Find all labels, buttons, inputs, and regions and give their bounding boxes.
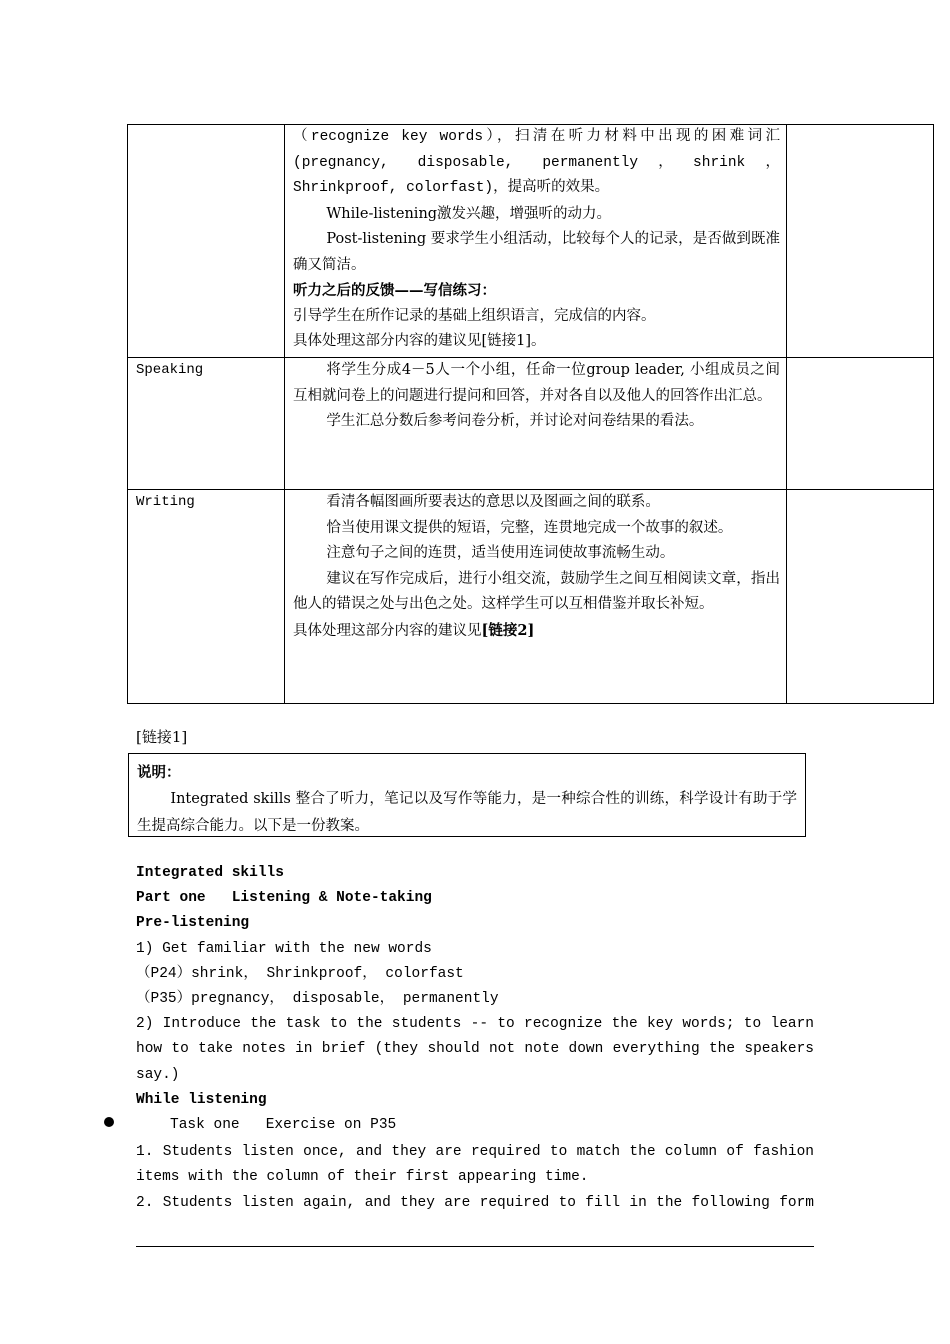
writing-text-3: 注意句子之间的连贯，适当使用连词使故事流畅生动。	[326, 545, 675, 561]
plan-title: Integrated skills	[136, 865, 284, 881]
step-1: 1) Get familiar with the new words	[136, 940, 432, 957]
speaking-text-2: 学生汇总分数后参考问卷分析，并讨论对问卷结果的看法。	[326, 413, 704, 429]
link2-prefix: 具体处理这部分内容的建议见	[293, 622, 482, 639]
note-box	[128, 753, 806, 837]
writing-text-4: 建议在写作完成后，进行小组交流，鼓励学生之间互相阅读文章，指出他人的错误之处与出色之处。这样学生可以互相借鉴并取长补短。	[293, 570, 780, 612]
while-listening-text: While-listening激发兴趣，增强听的动力。	[326, 205, 612, 222]
link1-reference: 具体处理这部分内容的建议见[链接1]。	[293, 333, 546, 349]
words-p24: （P24）shrink， Shrinkproof， colorfast	[136, 965, 464, 982]
pre-listening-heading: Pre-listening	[136, 915, 250, 932]
lesson-plan-text	[136, 861, 814, 1216]
feedback-heading: 听力之后的反馈——写信练习：	[293, 282, 496, 299]
writing-label: Writing	[128, 490, 285, 704]
table-row	[128, 490, 934, 704]
speaking-text-1: 将学生分成4－5人一个小组，任命一位group leader, 小组成员之间互相就问卷上的问题进行提问和回答，并对各自以及他人的回答作出汇总。	[293, 362, 780, 404]
words-p35: （P35）pregnancy， disposable， permanently	[136, 991, 499, 1008]
post-listening-text: Post-listening 要求学生小组活动，比较每个人的记录，是否做到既准确又简洁。	[293, 231, 780, 273]
footer-rule	[136, 1246, 814, 1247]
lesson-plan-table	[127, 124, 934, 704]
task-one: Task one Exercise on P35	[170, 1117, 397, 1134]
writing-text-1: 看清各幅图画所要表达的意思以及图画之间的联系。	[326, 494, 660, 510]
feedback-text: 引导学生在所作记录的基础上组织语言，完成信的内容。	[293, 307, 656, 324]
writing-text-2: 恰当使用课文提供的短语，完整，连贯地完成一个故事的叙述。	[326, 519, 733, 536]
notes-cell	[787, 125, 934, 358]
bullet-icon	[104, 1117, 114, 1127]
link2-tag: [链接2]	[481, 621, 535, 639]
speaking-label: Speaking	[128, 358, 285, 490]
step-2-line-3: say.)	[136, 1066, 180, 1083]
link1-heading: [链接1]	[136, 728, 188, 746]
note-title: 说明：	[137, 764, 181, 781]
item-1-line-1: 1. Students listen once, and they are required to match the column of fashion	[136, 1144, 814, 1161]
note-body: Integrated skills 整合了听力，笔记以及写作等能力，是一种综合性的训练，科学设计有助于学生提高综合能力。以下是一份教案。	[137, 791, 797, 834]
listening-advice-cell	[285, 125, 787, 358]
notes-cell	[787, 490, 934, 704]
notes-cell	[787, 358, 934, 490]
step-2-line-1: 2) Introduce the task to the students -- to recognize the key words; to learn	[136, 1016, 814, 1033]
writing-advice-cell	[285, 490, 787, 704]
item-1-line-2: items with the column of their first appearing time.	[136, 1169, 589, 1186]
item-2-line-1: 2. Students listen again, and they are required to fill in the following form	[136, 1194, 814, 1211]
pre-listening-text: （recognize key words），扫清在听力材料中出现的困难词汇(pregnancy, disposable, permanently，shrink， Shrinkproof, colorfast)，提高听的效果。	[293, 129, 780, 196]
part-one-heading: Part one Listening & Note-taking	[136, 890, 432, 907]
step-2-line-2: how to take notes in brief (they should not note down everything the speakers	[136, 1041, 814, 1058]
skill-label-cell	[128, 125, 285, 358]
speaking-advice-cell	[285, 358, 787, 490]
while-listening-heading: While listening	[136, 1091, 267, 1108]
table-row	[128, 358, 934, 490]
link2-reference	[293, 618, 780, 645]
table-row	[128, 125, 934, 358]
